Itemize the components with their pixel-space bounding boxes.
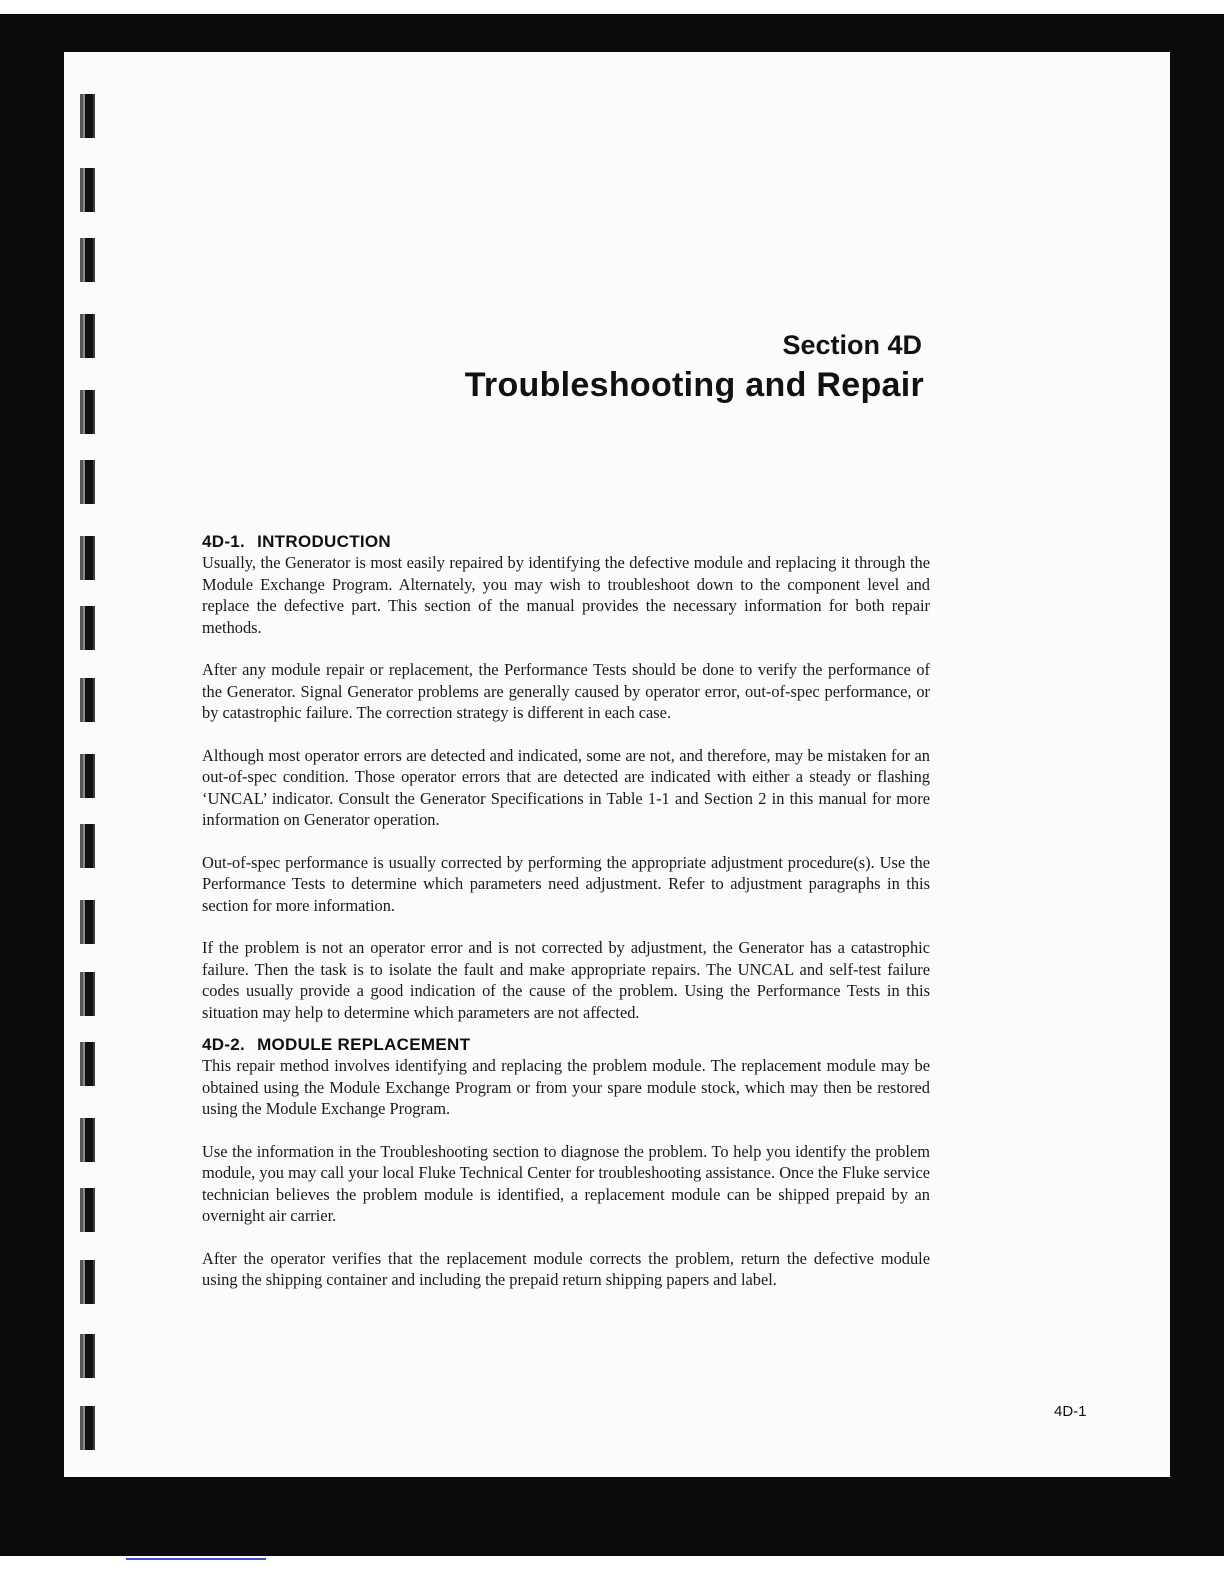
binder-hole xyxy=(80,900,95,944)
scan-bottom-margin xyxy=(0,1556,1224,1584)
section-number: 4D-1. xyxy=(202,532,246,551)
paragraph: If the problem is not an operator error and is not corrected by adjustment, the Generator has a catastrophic failure. Then the task is to isolate the fault and make appropriate repairs. The UNCAL and self-test failure codes usually provide a good indication of the cause of the problem. Using the Performance Tests in this situation may help to determine which parameters are not affected. xyxy=(202,938,930,1022)
binder-hole xyxy=(80,824,95,868)
paragraph: After any module repair or replacement, the Performance Tests should be done to verify the performance of the Generator. Signal Generator problems are generally caused by operator error, out-of-spec performance, or by catastrophic failure. The correction strategy is different in each case. xyxy=(202,660,930,722)
section-heading-introduction xyxy=(202,532,930,552)
paragraph: This repair method involves identifying and replacing the problem module. The replacement module may be obtained using the Module Exchange Program or from your spare module stock, which may then be restored using the Module Exchange Program. xyxy=(202,1056,930,1118)
page-number: 4D-1 xyxy=(1054,1403,1087,1420)
binder-hole xyxy=(80,972,95,1016)
section-number: 4D-2. xyxy=(202,1035,246,1054)
paragraph: Usually, the Generator is most easily repaired by identifying the defective module and replacing it through the Module Exchange Program. Alternately, you may wish to troubleshoot down to the component level and replace the defective part. This section of the manual provides the necessary information for both repair methods. xyxy=(202,553,930,637)
binder-hole xyxy=(80,536,95,580)
binder-hole xyxy=(80,94,95,138)
section-heading-text: INTRODUCTION xyxy=(257,532,392,551)
paragraph: Use the information in the Troubleshooting section to diagnose the problem. To help you identify the problem module, you may call your local Fluke Technical Center for troubleshooting assistance. Once the Fluke service technician believes the problem module is identified, a replacement module can be shipped prepaid by an overnight air carrier. xyxy=(202,1141,930,1225)
binder-hole xyxy=(80,1188,95,1232)
binder-hole xyxy=(80,1334,95,1378)
scan-artifact-line xyxy=(126,1558,266,1560)
binder-hole xyxy=(80,314,95,358)
binder-hole xyxy=(80,1406,95,1450)
binder-hole xyxy=(80,678,95,722)
scan-top-margin xyxy=(0,0,1224,14)
binder-hole xyxy=(80,238,95,282)
section-heading-text: MODULE REPLACEMENT xyxy=(257,1035,471,1054)
binder-hole xyxy=(80,168,95,212)
binder-hole xyxy=(80,1042,95,1086)
body-text xyxy=(202,532,930,1312)
paragraph: Although most operator errors are detected and indicated, some are not, and therefore, may be mistaken for an out-of-spec condition. Those operator errors that are detected are indicated with either a steady or flashing ‘UNCAL’ indicator. Consult the Generator Specifications in Table 1-1 and Section 2 in this manual for more information on Generator operation. xyxy=(202,745,930,829)
binder-hole xyxy=(80,754,95,798)
binder-hole xyxy=(80,1118,95,1162)
binder-hole xyxy=(80,1260,95,1304)
section-heading-module-replacement xyxy=(202,1035,930,1055)
section-label: Section 4D xyxy=(782,330,922,360)
page-title: Troubleshooting and Repair xyxy=(464,366,924,404)
paragraph: After the operator verifies that the replacement module corrects the problem, return the defective module using the shipping container and including the prepaid return shipping papers and label. xyxy=(202,1248,930,1289)
binder-hole xyxy=(80,390,95,434)
binder-hole xyxy=(80,460,95,504)
paragraph: Out-of-spec performance is usually corrected by performing the appropriate adjustment procedure(s). Use the Performance Tests to determine which parameters need adjustment. Refer to adjustment paragraphs in this section for more information. xyxy=(202,852,930,915)
binder-holes xyxy=(80,94,102,1454)
binder-hole xyxy=(80,606,95,650)
